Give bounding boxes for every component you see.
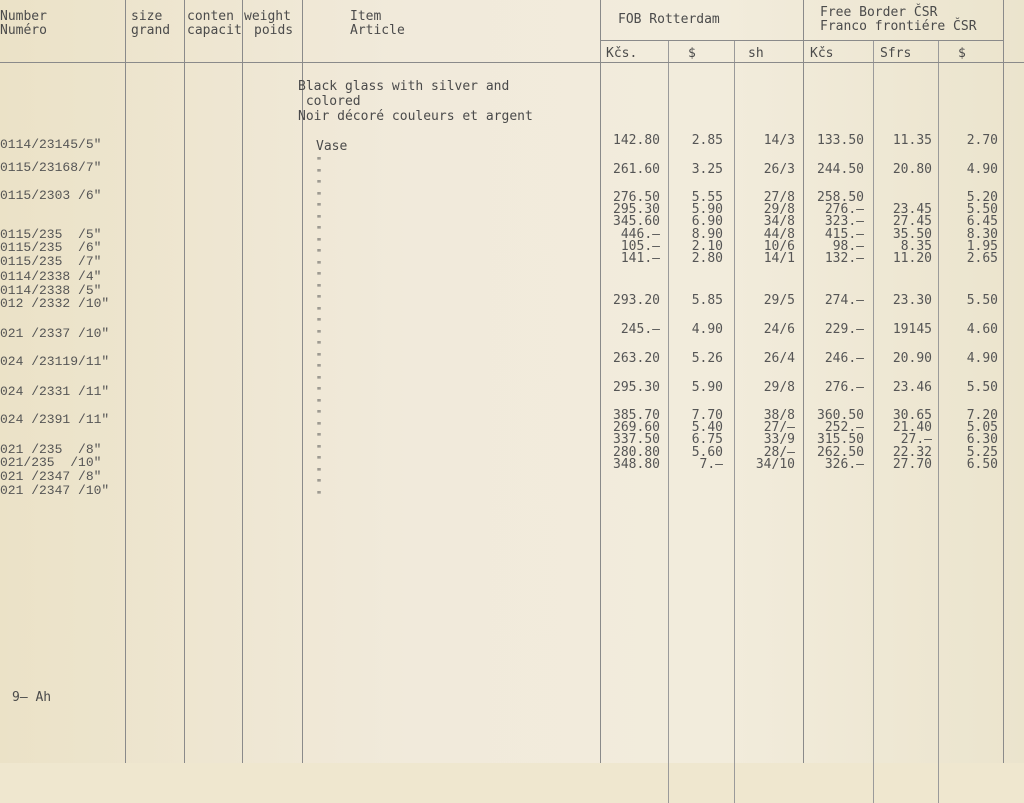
price-cell-sfrs: 23.45 — [892, 202, 932, 218]
ditto-mark: " — [316, 375, 323, 386]
price-cell-kcs2: 133.50 — [817, 133, 864, 148]
price-cell-sh: 44/8 — [763, 226, 795, 242]
price-cell-kcs2: 98.— — [832, 238, 864, 254]
ditto-mark: " — [316, 214, 323, 225]
header-conten: conten — [187, 9, 234, 24]
ditto-mark: " — [316, 294, 323, 305]
price-cell-sh: 26/4 — [763, 351, 795, 366]
price-cell-kcs2: 315.50 — [817, 432, 864, 448]
price-cell-kcs: 345.60 — [613, 214, 660, 230]
header-kcs: Kčs. — [606, 46, 638, 61]
price-cell-kcs: 261.60 — [613, 162, 660, 177]
price-cell-usd: 5.85 — [691, 293, 723, 308]
price-cell-kcs: 269.60 — [613, 420, 660, 436]
header-free-border: Free Border ČSR — [820, 5, 938, 20]
price-cell-sfrs: 20.90 — [892, 351, 932, 366]
price-cell-usd: 3.25 — [691, 162, 723, 177]
price-cell-kcs: 276.50 — [613, 190, 660, 205]
price-cell-usd: 4.90 — [691, 322, 723, 337]
article-number: 0115/235 /7" — [0, 254, 102, 269]
price-cell-usd: 6.75 — [691, 432, 723, 448]
price-cell-kcs: 348.80 — [613, 456, 660, 472]
price-cell-sh: 34/8 — [763, 214, 795, 230]
price-cell-usd: 2.85 — [691, 133, 723, 148]
header-capacit: capacit — [187, 23, 242, 38]
ditto-mark: " — [316, 225, 323, 236]
price-cell-kcs: 337.50 — [613, 432, 660, 448]
price-cell-sfrs: 21.40 — [892, 420, 932, 436]
price-cell-sfrs: 27.45 — [892, 214, 932, 230]
header-item: Item — [350, 9, 382, 24]
price-cell-usd2: 2.65 — [966, 251, 998, 266]
ditto-mark: " — [316, 168, 323, 179]
header-usd-border: $ — [958, 46, 966, 61]
price-cell-usd2: 6.45 — [966, 214, 998, 230]
ditto-mark: " — [316, 237, 323, 248]
header-franco: Franco frontiére ČSR — [820, 19, 977, 34]
column-divider — [184, 0, 185, 763]
article-number: 0114/23145/5" — [0, 137, 102, 152]
header-rule — [0, 62, 1024, 63]
price-cell-usd: 5.26 — [691, 351, 723, 366]
price-cell-usd: 7.70 — [691, 408, 723, 423]
price-cell-usd: 7.— — [699, 456, 723, 472]
ditto-mark: " — [316, 306, 323, 317]
header-size: size — [131, 9, 163, 24]
price-cell-sh: 10/6 — [763, 238, 795, 254]
ditto-mark: " — [316, 156, 323, 167]
ditto-mark: " — [316, 444, 323, 455]
article-number: 021/235 /10" — [0, 455, 102, 470]
price-cell-kcs2: 326.— — [824, 456, 864, 472]
column-divider — [668, 40, 669, 803]
price-cell-kcs2: 274.— — [824, 293, 864, 308]
description-line-2: colored — [298, 94, 361, 109]
article-number: 0115/2303 /6" — [0, 188, 102, 203]
column-divider — [600, 0, 601, 763]
ditto-mark: " — [316, 248, 323, 259]
price-cell-kcs2: 132.— — [824, 251, 864, 266]
column-divider — [242, 0, 243, 763]
price-cell-kcs: 105.— — [620, 238, 660, 254]
ditto-mark: " — [316, 179, 323, 190]
ditto-mark: " — [316, 329, 323, 340]
price-cell-usd: 5.90 — [691, 202, 723, 218]
article-number: 021 /2337 /10" — [0, 326, 110, 341]
price-cell-sh: 29/8 — [763, 380, 795, 395]
ditto-mark: " — [316, 271, 323, 282]
ditto-mark: " — [316, 283, 323, 294]
price-cell-kcs: 263.20 — [613, 351, 660, 366]
price-cell-sfrs: 22.32 — [892, 444, 932, 460]
article-number: 024 /2391 /11" — [0, 412, 110, 427]
price-cell-kcs: 295.30 — [613, 202, 660, 218]
ditto-mark: " — [316, 260, 323, 271]
price-cell-usd2: 6.30 — [966, 432, 998, 448]
price-cell-sh: 33/9 — [763, 432, 795, 448]
price-cell-kcs: 245.— — [620, 322, 660, 337]
header-weight: weight — [244, 9, 291, 24]
article-number: 0115/235 /6" — [0, 240, 102, 255]
article-number: 0114/2338 /4" — [0, 269, 102, 284]
price-cell-usd2: 5.25 — [966, 444, 998, 460]
price-cell-sfrs: 20.80 — [892, 162, 932, 177]
header-sh: sh — [748, 46, 764, 61]
price-cell-usd: 5.90 — [691, 380, 723, 395]
price-cell-sh: 27/8 — [763, 190, 795, 205]
price-cell-usd: 2.80 — [691, 251, 723, 266]
article-number: 021 /2347 /10" — [0, 483, 110, 498]
price-cell-usd: 2.10 — [691, 238, 723, 254]
price-cell-kcs2: 276.— — [824, 380, 864, 395]
price-cell-sfrs: 27.70 — [892, 456, 932, 472]
article-number: 021 /2347 /8" — [0, 469, 102, 484]
article-number: 012 /2332 /10" — [0, 296, 110, 311]
article-number: 021 /235 /8" — [0, 442, 102, 457]
ditto-mark: " — [316, 478, 323, 489]
price-cell-sh: 28/— — [763, 444, 795, 460]
price-cell-kcs2: 246.— — [824, 351, 864, 366]
ditto-mark: " — [316, 421, 323, 432]
price-cell-sfrs: 35.50 — [892, 226, 932, 242]
price-cell-usd2: 5.20 — [966, 190, 998, 205]
article-number: 0114/2338 /5" — [0, 283, 102, 298]
price-cell-kcs2: 252.— — [824, 420, 864, 436]
article-number: 0115/235 /5" — [0, 227, 102, 242]
header-fob-rotterdam: FOB Rotterdam — [618, 12, 720, 27]
price-cell-kcs: 385.70 — [613, 408, 660, 423]
price-cell-kcs2: 360.50 — [817, 408, 864, 423]
header-kcs-border: Kčs — [810, 46, 834, 61]
description-line-1: Black glass with silver and — [298, 79, 510, 94]
price-cell-kcs2: 229.— — [824, 322, 864, 337]
price-cell-kcs2: 323.— — [824, 214, 864, 230]
ditto-mark: " — [316, 490, 323, 501]
header-sfrs: Sfrs — [880, 46, 912, 61]
article-number: 024 /23119/11" — [0, 354, 110, 369]
price-cell-sh: 27/— — [763, 420, 795, 436]
price-cell-sh: 34/10 — [755, 456, 795, 472]
price-cell-sh: 38/8 — [763, 408, 795, 423]
price-cell-sfrs: 11.35 — [892, 133, 932, 148]
price-cell-kcs: 142.80 — [613, 133, 660, 148]
price-cell-sh: 26/3 — [763, 162, 795, 177]
ditto-mark: " — [316, 432, 323, 443]
price-cell-kcs2: 258.50 — [817, 190, 864, 205]
price-cell-sfrs: 19145 — [892, 322, 932, 337]
price-cell-usd2: 7.20 — [966, 408, 998, 423]
header-poids: poids — [254, 23, 294, 38]
item-vase: Vase — [316, 139, 348, 154]
ditto-mark: " — [316, 202, 323, 213]
price-cell-sh: 24/6 — [763, 322, 795, 337]
ditto-mark: " — [316, 455, 323, 466]
price-cell-usd2: 6.50 — [966, 456, 998, 472]
price-cell-usd2: 2.70 — [966, 133, 998, 148]
column-divider — [734, 40, 735, 803]
column-divider — [803, 0, 804, 763]
price-cell-kcs2: 415.— — [824, 226, 864, 242]
price-cell-usd2: 1.95 — [966, 238, 998, 254]
footer-note: 9— Ah — [12, 690, 52, 705]
header-numero: Numéro — [0, 23, 47, 38]
price-cell-usd2: 5.50 — [966, 293, 998, 308]
price-cell-sfrs: 30.65 — [892, 408, 932, 423]
ditto-mark: " — [316, 191, 323, 202]
column-divider — [125, 0, 126, 763]
ditto-mark: " — [316, 409, 323, 420]
price-cell-usd: 5.40 — [691, 420, 723, 436]
price-cell-usd2: 5.50 — [966, 202, 998, 218]
price-cell-usd: 8.90 — [691, 226, 723, 242]
article-number: 024 /2331 /11" — [0, 384, 110, 399]
price-cell-kcs2: 244.50 — [817, 162, 864, 177]
price-cell-kcs: 293.20 — [613, 293, 660, 308]
price-cell-usd: 6.90 — [691, 214, 723, 230]
price-cell-usd2: 5.50 — [966, 380, 998, 395]
price-cell-sfrs: 11.20 — [892, 251, 932, 266]
header-usd: $ — [688, 46, 696, 61]
price-cell-kcs2: 262.50 — [817, 444, 864, 460]
ditto-mark: " — [316, 340, 323, 351]
price-cell-usd2: 4.90 — [966, 351, 998, 366]
ditto-mark: " — [316, 386, 323, 397]
price-cell-kcs: 280.80 — [613, 444, 660, 460]
price-cell-usd2: 8.30 — [966, 226, 998, 242]
header-number: Number — [0, 9, 47, 24]
header-article: Article — [350, 23, 405, 38]
price-cell-usd: 5.55 — [691, 190, 723, 205]
ditto-mark: " — [316, 352, 323, 363]
price-cell-kcs: 141.— — [620, 251, 660, 266]
price-cell-sh: 14/1 — [763, 251, 795, 266]
ditto-mark: " — [316, 398, 323, 409]
ditto-mark: " — [316, 467, 323, 478]
price-cell-sfrs: 23.46 — [892, 380, 932, 395]
price-cell-usd2: 4.60 — [966, 322, 998, 337]
subheader-rule — [600, 40, 1004, 41]
price-cell-usd2: 4.90 — [966, 162, 998, 177]
price-cell-kcs: 295.30 — [613, 380, 660, 395]
price-cell-usd: 5.60 — [691, 444, 723, 460]
price-cell-kcs: 446.— — [620, 226, 660, 242]
price-cell-usd2: 5.05 — [966, 420, 998, 436]
price-cell-sh: 29/8 — [763, 202, 795, 218]
description-line-3: Noir décoré couleurs et argent — [298, 109, 533, 124]
price-cell-sh: 14/3 — [763, 133, 795, 148]
price-cell-sfrs: 27.— — [900, 432, 932, 448]
header-grand: grand — [131, 23, 171, 38]
ditto-mark: " — [316, 363, 323, 374]
price-cell-sfrs: 23.30 — [892, 293, 932, 308]
price-cell-sh: 29/5 — [763, 293, 795, 308]
column-divider — [1003, 0, 1004, 763]
column-divider — [873, 40, 874, 803]
ditto-mark: " — [316, 317, 323, 328]
article-number: 0115/23168/7" — [0, 160, 102, 175]
price-cell-kcs2: 276.— — [824, 202, 864, 218]
price-cell-sfrs: 8.35 — [900, 238, 932, 254]
column-divider — [938, 40, 939, 803]
